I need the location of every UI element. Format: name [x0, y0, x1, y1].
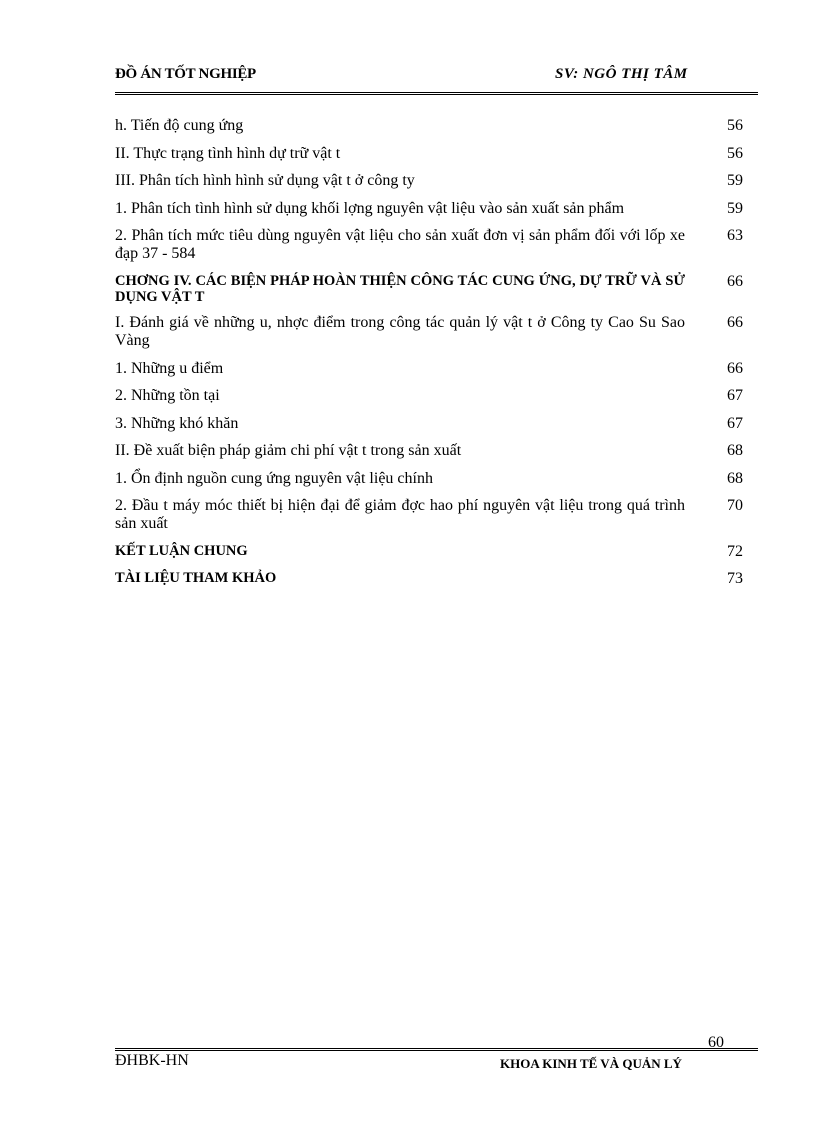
toc-entry-page: 73 — [727, 570, 743, 587]
toc-entry-title: II. Thực trạng tình hình dự trữ vật t — [115, 144, 341, 162]
toc-entry — [115, 360, 743, 388]
toc-entry-title: h. Tiến độ cung ứng — [115, 117, 244, 134]
toc-entry-page: 72 — [727, 542, 743, 560]
toc-entry-page: 66 — [727, 314, 743, 331]
toc-entry — [115, 227, 743, 273]
toc-entry-page: 70 — [727, 497, 743, 514]
toc-entry-title: I. Đánh giá về những u, nhợc điểm trong công tác quản lý vật t ở Công ty Cao Su Sao Vàng — [115, 314, 685, 349]
toc-entry-title: 2. Phân tích mức tiêu dùng nguyên vật liệu cho sản xuất đơn vị sản phẩm đối với lốp xe đạp 37 - 584 — [115, 227, 685, 262]
toc-entry-page: 68 — [727, 469, 743, 487]
header-title: ĐỒ ÁN TỐT NGHIỆP — [115, 66, 256, 82]
toc-entry-title: 3. Những khó khăn — [115, 414, 239, 432]
toc-entry — [115, 543, 743, 571]
toc-entry-title: 1. Những u điểm — [115, 359, 224, 377]
toc-entry — [115, 470, 743, 498]
toc-entry-title: 2. Những tồn tại — [115, 387, 220, 404]
toc-entry — [115, 415, 743, 443]
page-number: 60 — [708, 1034, 724, 1051]
toc-entry-page: 56 — [727, 117, 743, 134]
header-rule — [115, 92, 758, 95]
toc-entry — [115, 442, 743, 470]
toc-entry-page: 68 — [727, 442, 743, 459]
toc-entry — [115, 172, 743, 200]
toc-entry-title: III. Phân tích hình hình sử dụng vật t ở công ty — [115, 172, 415, 189]
toc-entry — [115, 497, 743, 543]
toc-entry-page: 63 — [727, 227, 743, 244]
toc-entry-page: 56 — [727, 144, 743, 162]
toc-entry — [115, 200, 743, 228]
toc-entry-title: 1. Ổn định nguồn cung ứng nguyên vật liệu chính — [115, 469, 433, 487]
toc-entry — [115, 117, 743, 145]
toc-entry-title: KẾT LUẬN CHUNG — [115, 542, 248, 559]
table-of-contents — [115, 117, 743, 598]
toc-entry — [115, 314, 743, 360]
toc-entry-title: II. Đề xuất biện pháp giảm chi phí vật t trong sản xuất — [115, 442, 462, 459]
toc-entry-page: 66 — [727, 272, 743, 290]
toc-entry-page: 67 — [727, 387, 743, 404]
toc-entry — [115, 570, 743, 598]
toc-entry-page: 59 — [727, 172, 743, 189]
toc-entry-page: 67 — [727, 414, 743, 432]
toc-entry-title: CHƠNG IV. CÁC BIỆN PHÁP HOÀN THIỆN CÔNG TÁC CUNG ỨNG, DỰ TRỮ VÀ SỬ DỤNG VẬT T — [115, 272, 685, 305]
toc-entry — [115, 273, 743, 315]
footer-right: KHOA KINH TẾ VÀ QUẢN LÝ — [500, 1056, 682, 1070]
footer-left: ĐHBK-HN — [115, 1052, 189, 1069]
header-author: SV: NGÔ THỊ TÂM — [555, 66, 688, 82]
toc-entry-page: 59 — [727, 199, 743, 217]
toc-entry-title: 2. Đầu t máy móc thiết bị hiện đại để giảm đợc hao phí nguyên vật liệu trong quá trình sản xuất — [115, 497, 685, 532]
toc-entry — [115, 145, 743, 173]
footer-rule — [115, 1048, 758, 1051]
toc-entry-title: TÀI LIỆU THAM KHẢO — [115, 570, 277, 586]
toc-entry-page: 66 — [727, 359, 743, 377]
toc-entry-title: 1. Phân tích tình hình sử dụng khối lợng nguyên vật liệu vào sản xuất sản phẩm — [115, 199, 625, 217]
toc-entry — [115, 387, 743, 415]
